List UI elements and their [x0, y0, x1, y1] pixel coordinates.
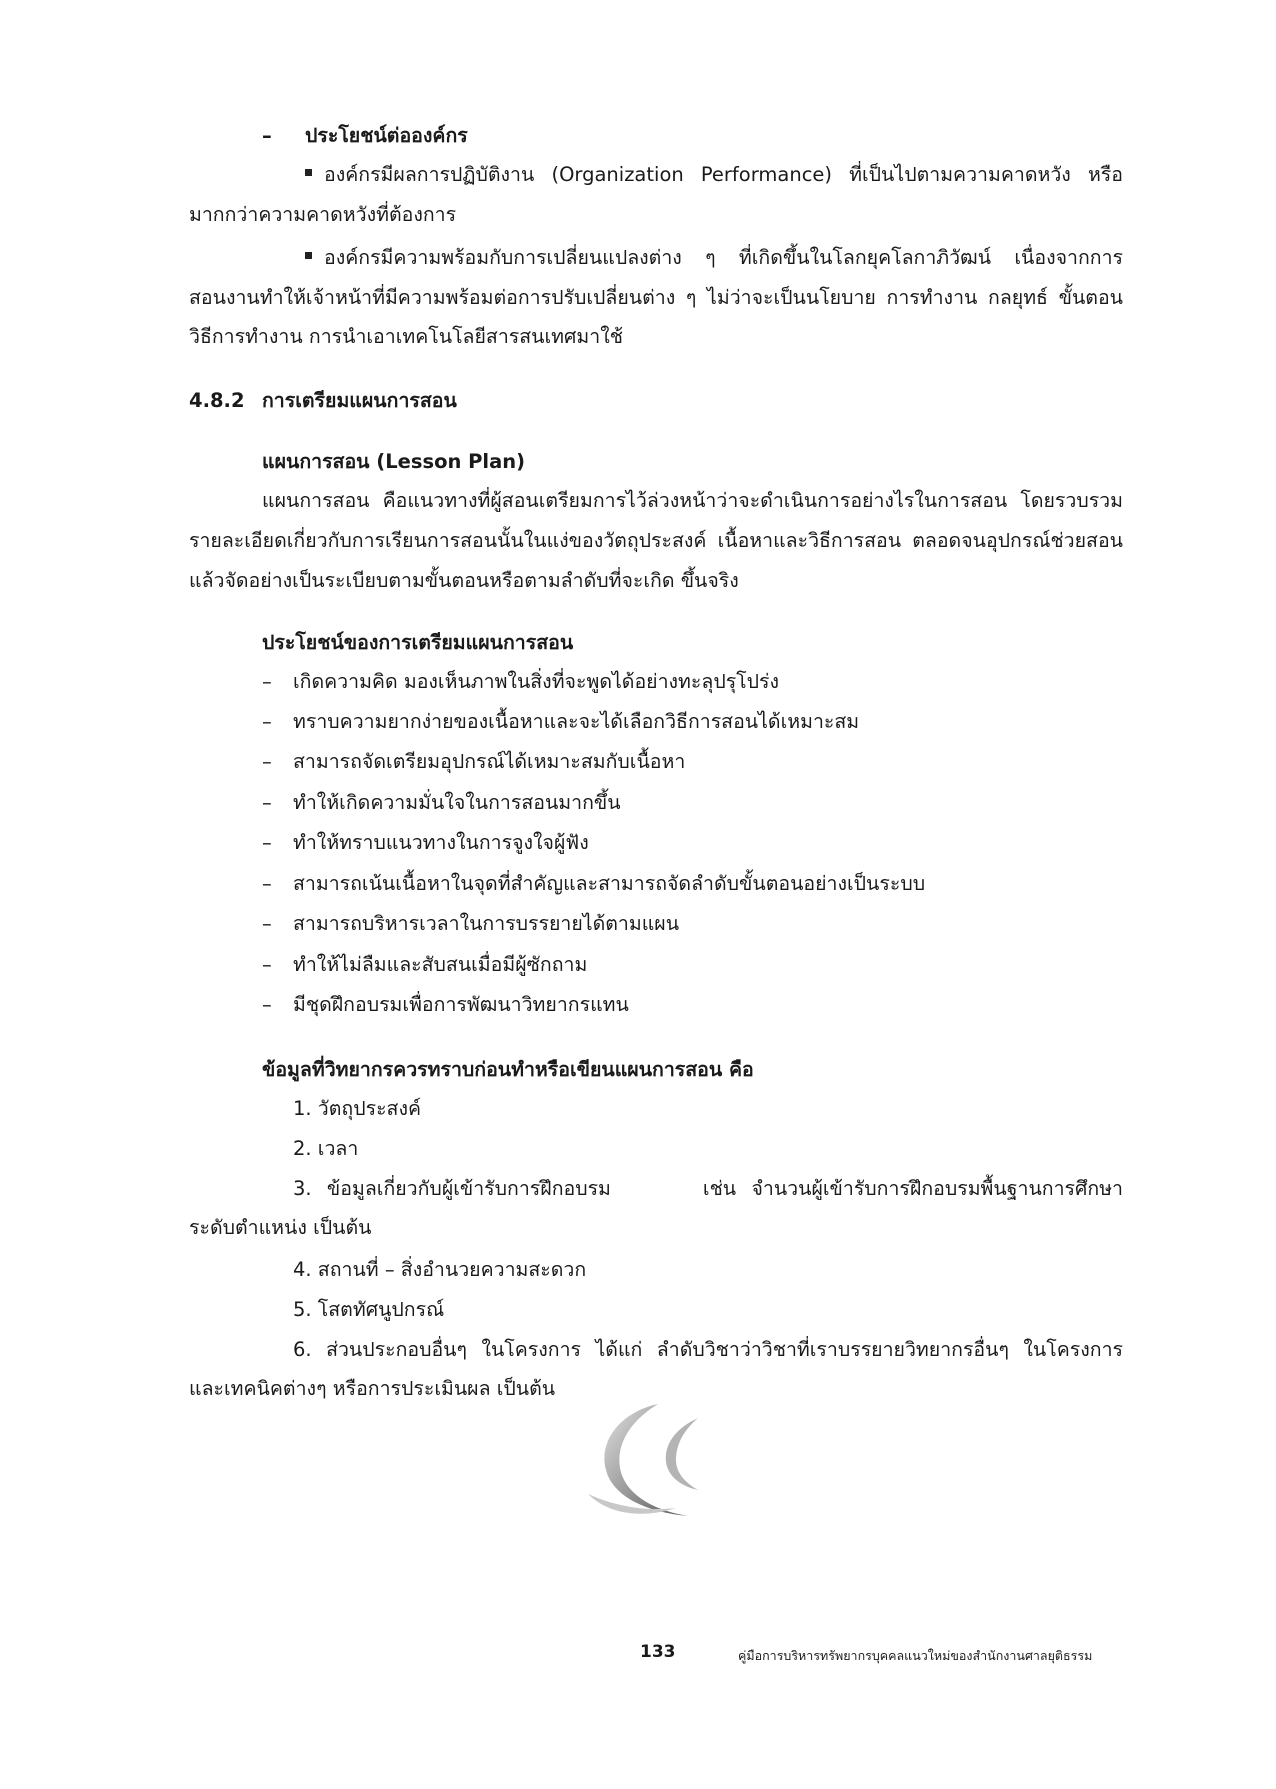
- dash-marker: –: [262, 670, 272, 693]
- org-benefit-heading: ประโยชน์ต่อองค์กร: [305, 124, 468, 147]
- org-benefit-para1-line2: มากกว่าความคาดหวังที่ต้องการ: [189, 203, 457, 226]
- org-benefit-para1-line1: องค์กรมีผลการปฏิบัติงาน (Organization Performance) ที่เป็นไปตามความคาดหวัง หรือ: [305, 160, 1123, 190]
- info-item-3-line1: 3. ข้อมูลเกี่ยวกับผู้เข้ารับการฝึกอบรม เช่น จำนวนผู้เข้ารับการฝึกอบรมพื้นฐานการศึกษา: [293, 1177, 1123, 1200]
- info-item-1: 1. วัตถุประสงค์: [293, 1097, 422, 1120]
- footer-title: คู่มือการบริหารทรัพยากรบุคคลแนวใหม่ของสำนักงานศาลยุติธรรม: [738, 1648, 1093, 1663]
- info-item-6-line1: 6. ส่วนประกอบอื่นๆ ในโครงการ ได้แก่ ลำดับวิชาว่าวิชาที่เราบรรยายวิทยากรอื่นๆ ในโครงการ: [293, 1338, 1123, 1361]
- list-item: มีชุดฝึกอบรมเพื่อการพัฒนาวิทยากรแทน: [293, 993, 629, 1016]
- list-item: สามารถเน้นเนื้อหาในจุดที่สำคัญและสามารถจัดลำดับขั้นตอนอย่างเป็นระบบ: [293, 872, 926, 895]
- lesson-benefits-heading: ประโยชน์ของการเตรียมแผนการสอน: [262, 631, 574, 654]
- info-item-3-line2: ระดับตำแหน่ง เป็นต้น: [189, 1216, 372, 1239]
- dash-marker: –: [262, 912, 272, 935]
- lesson-plan-line3: แล้วจัดอย่างเป็นระเบียบตามขั้นตอนหรือตามลำดับที่จะเกิด ขึ้นจริง: [189, 569, 739, 592]
- list-item: ทำให้ไม่ลืมและสับสนเมื่อมีผู้ซักถาม: [293, 953, 588, 976]
- section-title: การเตรียมแผนการสอน: [262, 389, 457, 412]
- lesson-plan-line1: แผนการสอน คือแนวทางที่ผู้สอนเตรียมการไว้ล่วงหน้าว่าจะดำเนินการอย่างไรในการสอน โดยรวบรวม: [262, 489, 1123, 512]
- dash-marker: –: [262, 872, 272, 895]
- org-benefit-para2-line1: องค์กรมีความพร้อมกับการเปลี่ยนแปลงต่าง ๆ ที่เกิดขึ้นในโลกยุคโลกาภิวัฒน์ เนื่องจากการ: [305, 243, 1123, 273]
- info-item-4: 4. สถานที่ – สิ่งอำนวยความสะดวก: [293, 1258, 587, 1281]
- info-item-6-line2: และเทคนิคต่างๆ หรือการประเมินผล เป็นต้น: [189, 1377, 556, 1400]
- dash-marker: –: [262, 750, 272, 773]
- org-benefit-para2-line3: วิธีการทำงาน การนำเอาเทคโนโลยีสารสนเทศมาใช้: [189, 325, 623, 348]
- info-heading: ข้อมูลที่วิทยากรควรทราบก่อนทำหรือเขียนแผนการสอน คือ: [262, 1058, 754, 1081]
- info-item-2: 2. เวลา: [293, 1137, 359, 1160]
- footer-swoosh-logo: [580, 1398, 710, 1528]
- info-item-5: 5. โสตทัศนูปกรณ์: [293, 1298, 445, 1321]
- list-item: สามารถจัดเตรียมอุปกรณ์ได้เหมาะสมกับเนื้อหา: [293, 750, 686, 773]
- section-number: 4.8.2: [189, 389, 245, 412]
- lesson-plan-line2: รายละเอียดเกี่ยวกับการเรียนการสอนนั้นในแง่ของวัตถุประสงค์ เนื้อหาและวิธีการสอน ตลอดจนอุปกรณ์ช่วยสอน: [189, 529, 1123, 552]
- square-bullet-icon: [305, 252, 312, 259]
- list-item: ทำให้เกิดความมั่นใจในการสอนมากขึ้น: [293, 791, 621, 814]
- dash-marker: –: [262, 993, 272, 1016]
- list-item: ทำให้ทราบแนวทางในการจูงใจผู้ฟัง: [293, 831, 589, 854]
- list-item: ทราบความยากง่ายของเนื้อหาและจะได้เลือกวิธีการสอนได้เหมาะสม: [293, 710, 860, 733]
- lesson-plan-heading: แผนการสอน (Lesson Plan): [262, 450, 526, 473]
- list-item: เกิดความคิด มองเห็นภาพในสิ่งที่จะพูดได้อย่างทะลุปรุโปร่ง: [293, 670, 780, 693]
- dash-marker: –: [262, 710, 272, 733]
- square-bullet-icon: [305, 169, 312, 176]
- dash-marker: –: [262, 124, 272, 147]
- dash-marker: –: [262, 791, 272, 814]
- page-number: 133: [640, 1642, 676, 1662]
- dash-marker: –: [262, 831, 272, 854]
- dash-marker: –: [262, 953, 272, 976]
- org-benefit-para2-line2: สอนงานทำให้เจ้าหน้าที่มีความพร้อมต่อการปรับเปลี่ยนต่าง ๆ ไม่ว่าจะเป็นนโยบาย การทำงาน กลยุทธ์ ขั้นตอน: [189, 286, 1123, 309]
- list-item: สามารถบริหารเวลาในการบรรยายได้ตามแผน: [293, 912, 680, 935]
